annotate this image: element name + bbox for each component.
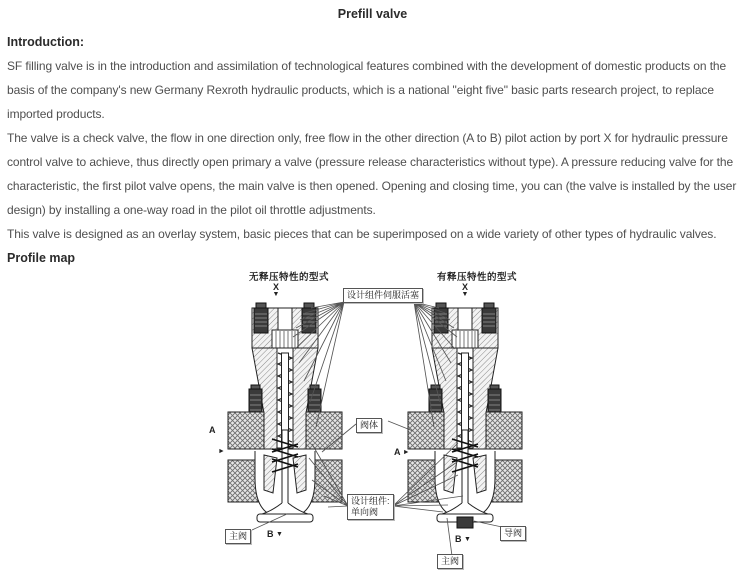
intro-paragraph-3: This valve is designed as an overlay system, basic pieces that can be superimposed on a wide variety of other types of hydraulic valves. bbox=[7, 227, 717, 241]
pilot-plug-shape bbox=[457, 517, 473, 528]
left-variant-title: 无释压特性的型式 bbox=[249, 272, 330, 283]
right-variant-title: 有释压特性的型式 bbox=[437, 272, 518, 283]
down-arrow-icon: ▼ bbox=[272, 291, 280, 298]
down-arrow-icon: ▼ bbox=[276, 531, 283, 538]
port-b-right-letter: B bbox=[455, 534, 462, 544]
port-x-left bbox=[268, 283, 284, 299]
port-a-left: A bbox=[209, 425, 216, 435]
introduction-heading: Introduction: bbox=[7, 35, 85, 49]
profile-diagram bbox=[0, 262, 745, 574]
main-valve-label-left: 主阀 bbox=[225, 529, 251, 544]
port-a-right-letter: A bbox=[394, 447, 401, 457]
check-valve-label-line1: 设计组件: bbox=[351, 496, 390, 506]
check-valve-label-line2: 单向阀 bbox=[351, 507, 379, 517]
right-arrow-icon: ► bbox=[218, 448, 225, 455]
down-arrow-icon: ▼ bbox=[461, 291, 469, 298]
right-valve-drawing bbox=[408, 303, 522, 528]
page-title: Prefill valve bbox=[337, 7, 408, 21]
right-arrow-icon: ► bbox=[402, 449, 410, 456]
port-a-right bbox=[394, 447, 410, 457]
intro-paragraph-2: The valve is a check valve, the flow in one direction only, free flow in the other direction (A to B) pilot action by port X for hydraulic pressure control valve to achieve, thus directly open primary a valve (pressure release characteristics without type). A pressure reducing valve for the characteristic, the first pilot valve opens, the main valve is then opened. Opening and closing time, you can (the valve is installed by the user design) by installing a one-way road in the pilot oil throttle adjustments. bbox=[7, 131, 737, 217]
servo-piston-label: 设计组件伺服活塞 bbox=[343, 288, 423, 303]
port-x-left-letter: X bbox=[272, 282, 279, 292]
document-page bbox=[0, 0, 745, 270]
port-x-right-letter: X bbox=[461, 282, 468, 292]
port-b-left bbox=[267, 529, 283, 539]
port-x-right bbox=[457, 283, 473, 299]
check-valve-label bbox=[347, 494, 394, 520]
valve-body-label: 阀体 bbox=[356, 418, 382, 433]
down-arrow-icon: ▼ bbox=[464, 536, 471, 543]
port-b-left-letter: B bbox=[267, 529, 274, 539]
main-valve-label-right: 主阀 bbox=[437, 554, 463, 569]
port-b-right bbox=[455, 534, 471, 544]
pilot-valve-label: 导阀 bbox=[500, 526, 526, 541]
profile-map-heading: Profile map bbox=[7, 251, 76, 265]
intro-paragraph-1: SF filling valve is in the introduction and assimilation of technological features combined with the development of domestic products on the basis of the company's new Germany Rexroth hydraulic products, which is a national "eight five" basic parts research project, to replace imported products. bbox=[7, 59, 727, 121]
